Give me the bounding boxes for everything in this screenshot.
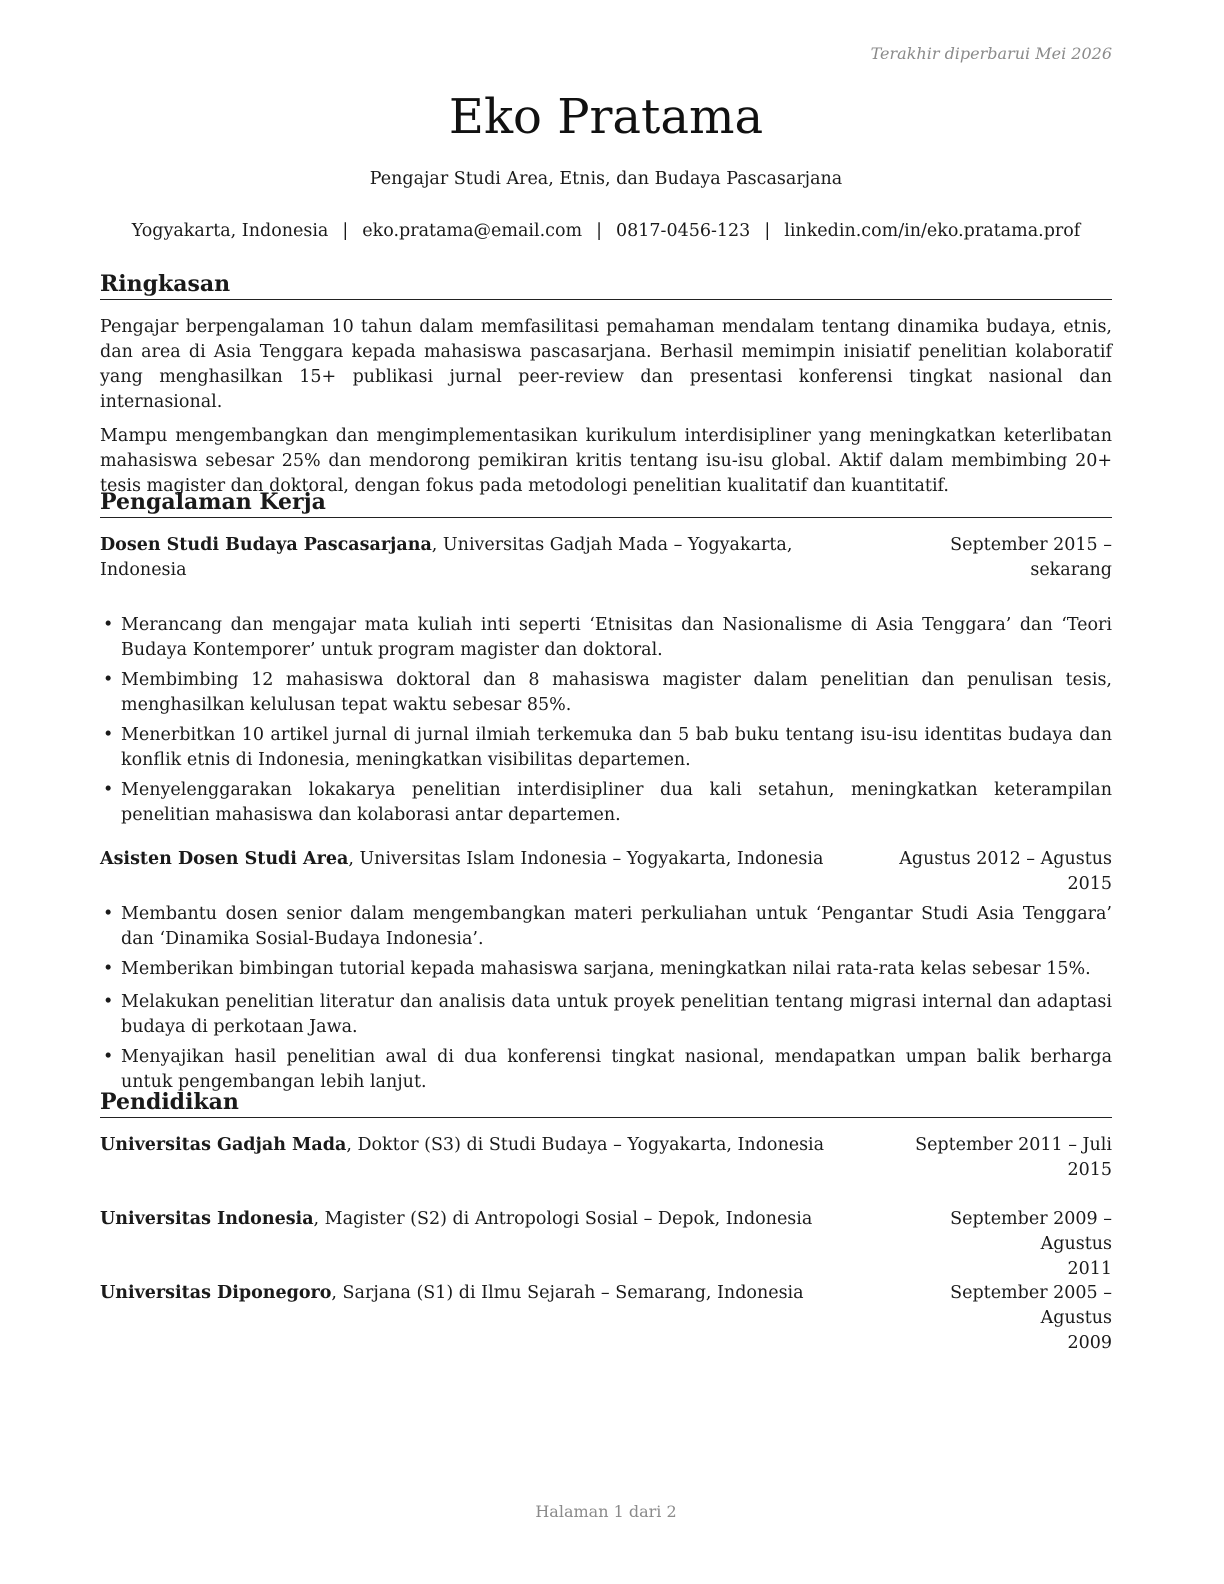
list-item: • Menyajikan hasil penelitian awal di dua konferensi tingkat nasional, mendapatkan umpan balik berharga untuk pengembangan lebih lanjut.	[100, 1045, 1112, 1095]
education-section	[100, 1088, 1112, 1353]
page-number: Halaman 1 dari 2	[535, 1502, 677, 1521]
candidate-name: Eko Pratama	[448, 89, 764, 145]
job-entry-header	[100, 847, 1112, 894]
job-org: , Universitas Gadjah Mada – Yogyakarta, Indonesia	[100, 535, 793, 580]
summary-paragraph: Mampu mengembangkan dan mengimplementasikan kurikulum interdisipliner yang meningkatkan keterlibatan mahasiswa sebesar 25% dan mendorong pemikiran kritis tentang isu-isu global. Aktif dalam membimbing 20+ tesis magister dan doktoral, dengan fokus pada metodologi penelitian kualitatif dan kuantitatif.	[100, 426, 1112, 496]
section-heading-education: Pendidikan	[100, 1088, 1112, 1118]
summary-paragraph: Pengajar berpengalaman 10 tahun dalam memfasilitasi pemahaman mendalam tentang dinamika budaya, etnis, dan area di Asia Tenggara kepada mahasiswa pascasarjana. Berhasil memimpin inisiatif penelitian kolaboratif yang menghasilkan 15+ publikasi jurnal peer-review dan presentasi konferensi tingkat nasional dan internasional.	[100, 317, 1112, 412]
candidate-title: Pengajar Studi Area, Etnis, dan Budaya Pascasarjana	[369, 169, 843, 189]
school-name: Universitas Diponegoro	[100, 1283, 332, 1303]
list-item: • Melakukan penelitian literatur dan analisis data untuk proyek penelitian tentang migrasi internal dan adaptasi budaya di perkotaan Jawa.	[100, 990, 1112, 1040]
contact-separator: |	[342, 221, 349, 241]
degree-info: , Sarjana (S1) di Ilmu Sejarah – Semarang, Indonesia	[331, 1283, 804, 1303]
job-org: , Universitas Islam Indonesia – Yogyakarta, Indonesia	[348, 849, 824, 869]
job-entry-header	[100, 533, 1112, 583]
section-heading-experience: Pengalaman Kerja	[100, 488, 1112, 518]
job-role: Asisten Dosen Studi Area	[100, 849, 349, 869]
job-role: Dosen Studi Budaya Pascasarjana	[100, 535, 432, 555]
degree-info: , Magister (S2) di Antropologi Sosial – Depok, Indonesia	[313, 1209, 813, 1229]
resume-page	[100, 0, 1112, 1584]
job-bullets	[100, 613, 1112, 828]
list-item: • Memberikan bimbingan tutorial kepada mahasiswa sarjana, meningkatkan nilai rata-rata kelas sebesar 15%.	[100, 957, 1112, 982]
last-updated-note: Terakhir diperbarui Mei 2026	[870, 44, 1112, 63]
job-bullets	[100, 902, 1112, 1095]
education-entry	[100, 1133, 1112, 1180]
school-name: Universitas Gadjah Mada	[100, 1135, 347, 1155]
contact-email[interactable]: eko.pratama@email.com	[362, 221, 583, 241]
list-item: • Menyelenggarakan lokakarya penelitian interdisipliner dua kali setahun, meningkatkan keterampilan penelitian mahasiswa dan kolaborasi antar departemen.	[100, 778, 1112, 828]
contact-line	[100, 219, 1112, 243]
education-entry	[100, 1281, 1112, 1353]
contact-separator: |	[596, 221, 603, 241]
experience-section	[100, 488, 1112, 1100]
job-dates: September 2015 – sekarang	[950, 535, 1112, 580]
contact-separator: |	[764, 221, 771, 241]
list-item: • Menerbitkan 10 artikel jurnal di jurnal ilmiah terkemuka dan 5 bab buku tentang isu-isu identitas budaya dan konflik etnis di Indonesia, meningkatkan visibilitas departemen.	[100, 723, 1112, 773]
list-item: • Membimbing 12 mahasiswa doktoral dan 8 mahasiswa magister dalam penelitian dan penulisan tesis, menghasilkan kelulusan tepat waktu sebesar 85%.	[100, 668, 1112, 718]
job-dates: Agustus 2012 – Agustus 2015	[899, 849, 1112, 894]
school-name: Universitas Indonesia	[100, 1209, 314, 1229]
list-item: • Merancang dan mengajar mata kuliah inti seperti ‘Etnisitas dan Nasionalisme di Asia Tenggara’ dan ‘Teori Budaya Kontemporer’ untuk program magister dan doktoral.	[100, 613, 1112, 663]
education-dates: September 2005 – Agustus 2009	[950, 1283, 1112, 1353]
list-item: • Membantu dosen senior dalam mengembangkan materi perkuliahan untuk ‘Pengantar Studi Asia Tenggara’ dan ‘Dinamika Sosial-Budaya Indonesia’.	[100, 902, 1112, 952]
education-dates: September 2009 – Agustus 2011	[950, 1209, 1112, 1279]
degree-info: , Doktor (S3) di Studi Budaya – Yogyakarta, Indonesia	[346, 1135, 825, 1155]
section-heading-summary: Ringkasan	[100, 270, 1112, 300]
contact-location: Yogyakarta, Indonesia	[131, 221, 329, 241]
summary-section	[100, 270, 1112, 499]
contact-linkedin[interactable]: linkedin.com/in/eko.pratama.prof	[784, 221, 1081, 241]
contact-phone: 0817-0456-123	[616, 221, 751, 241]
education-entry	[100, 1207, 1112, 1279]
education-dates: September 2011 – Juli 2015	[915, 1135, 1112, 1180]
